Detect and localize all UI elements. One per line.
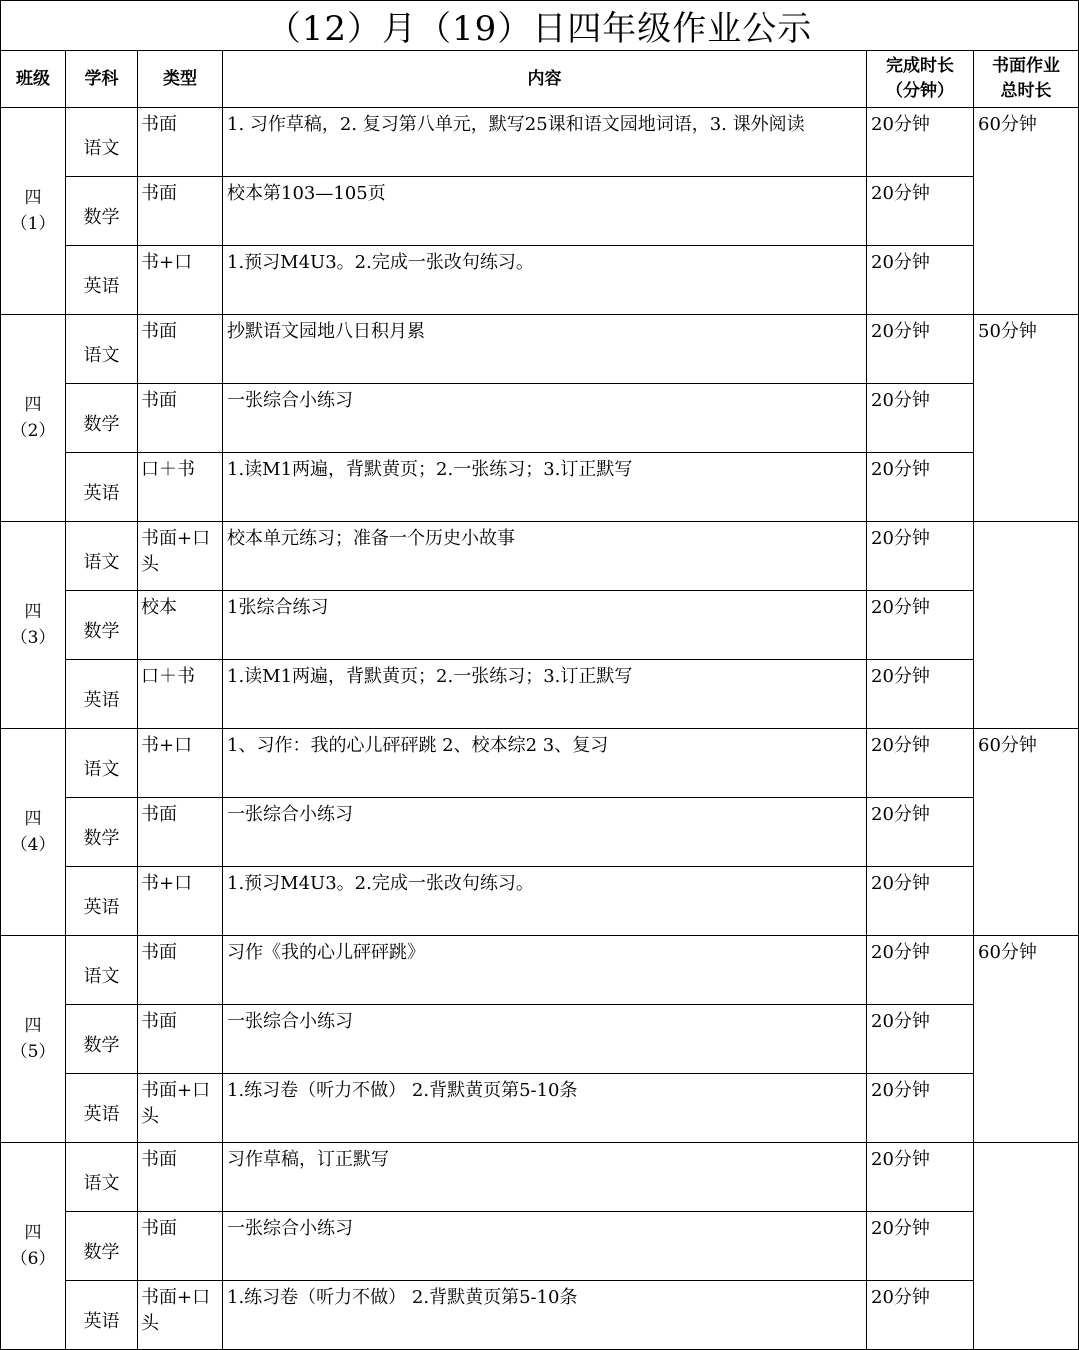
class-grade: 四 [24,1016,42,1036]
type-cell: 书面 [138,315,223,384]
class-grade: 四 [24,809,42,829]
table-row [1,1074,1079,1143]
header-content: 内容 [223,51,867,108]
table-row [1,798,1079,867]
subject-cell: 数学 [66,384,138,453]
content-cell: 习作草稿，订正默写 [223,1143,867,1212]
content-cell: 1.读M1两遍，背默黄页；2.一张练习；3.订正默写 [223,660,867,729]
type-cell: 书+口 [138,729,223,798]
table-row [1,591,1079,660]
class-grade: 四 [24,1223,42,1243]
header-duration [867,51,974,108]
class-cell [1,729,66,936]
content-cell: 1. 习作草稿，2. 复习第八单元，默写25课和语文园地词语，3. 课外阅读 [223,108,867,177]
duration-cell: 20分钟 [867,384,974,453]
table-row [1,315,1079,384]
header-total-line2: 总时长 [1000,81,1052,101]
subject-cell: 数学 [66,798,138,867]
type-cell: 书面 [138,936,223,1005]
type-cell: 书面+口头 [138,1074,223,1143]
table-row [1,1281,1079,1350]
class-grade: 四 [24,602,42,622]
class-grade: 四 [24,188,42,208]
type-cell: 口＋书 [138,660,223,729]
type-cell: 口＋书 [138,453,223,522]
subject-cell: 语文 [66,522,138,591]
class-cell [1,108,66,315]
class-number: （6） [10,1249,56,1269]
content-cell: 1.练习卷（听力不做） 2.背默黄页第5-10条 [223,1281,867,1350]
type-cell: 书面 [138,1212,223,1281]
header-duration-line1: 完成时长 [886,56,954,76]
content-cell: 校本第103—105页 [223,177,867,246]
subject-cell: 数学 [66,1212,138,1281]
type-cell: 书面+口头 [138,522,223,591]
header-type: 类型 [138,51,223,108]
class-cell [1,315,66,522]
duration-cell: 20分钟 [867,1005,974,1074]
page-title: （12）月（19）日四年级作业公示 [1,1,1079,51]
table-row [1,246,1079,315]
content-cell: 1.预习M4U3。2.完成一张改句练习。 [223,246,867,315]
total-duration-cell: 60分钟 [974,729,1079,936]
content-cell: 抄默语文园地八日积月累 [223,315,867,384]
duration-cell: 20分钟 [867,660,974,729]
type-cell: 书+口 [138,246,223,315]
subject-cell: 语文 [66,315,138,384]
subject-cell: 英语 [66,1281,138,1350]
subject-cell: 数学 [66,177,138,246]
table-row [1,867,1079,936]
subject-cell: 数学 [66,1005,138,1074]
subject-cell: 语文 [66,108,138,177]
subject-cell: 英语 [66,660,138,729]
duration-cell: 20分钟 [867,177,974,246]
type-cell: 书面 [138,798,223,867]
class-number: （1） [10,214,56,234]
subject-cell: 数学 [66,591,138,660]
duration-cell: 20分钟 [867,729,974,798]
type-cell: 书面+口头 [138,1281,223,1350]
duration-cell: 20分钟 [867,1143,974,1212]
content-cell: 习作《我的心儿砰砰跳》 [223,936,867,1005]
table-row [1,729,1079,798]
subject-cell: 英语 [66,246,138,315]
duration-cell: 20分钟 [867,315,974,384]
table-row [1,1005,1079,1074]
header-subject: 学科 [66,51,138,108]
class-number: （3） [10,628,56,648]
class-number: （4） [10,835,56,855]
content-cell: 1张综合练习 [223,591,867,660]
type-cell: 书面 [138,177,223,246]
subject-cell: 语文 [66,1143,138,1212]
type-cell: 书面 [138,1143,223,1212]
class-cell [1,522,66,729]
header-class: 班级 [1,51,66,108]
total-duration-cell: 60分钟 [974,936,1079,1143]
total-duration-cell: 60分钟 [974,108,1079,315]
header-duration-line2: （分钟） [886,81,954,101]
duration-cell: 20分钟 [867,108,974,177]
table-row [1,1143,1079,1212]
duration-cell: 20分钟 [867,1281,974,1350]
table-row [1,453,1079,522]
class-cell [1,1143,66,1350]
total-duration-cell [974,522,1079,729]
header-total-line1: 书面作业 [992,56,1061,76]
subject-cell: 英语 [66,867,138,936]
class-number: （2） [10,421,56,441]
duration-cell: 20分钟 [867,798,974,867]
table-row [1,177,1079,246]
duration-cell: 20分钟 [867,591,974,660]
content-cell: 校本单元练习；准备一个历史小故事 [223,522,867,591]
table-body [1,108,1079,1350]
content-cell: 1.预习M4U3。2.完成一张改句练习。 [223,867,867,936]
type-cell: 书面 [138,108,223,177]
class-cell [1,936,66,1143]
type-cell: 书+口 [138,867,223,936]
table-row [1,522,1079,591]
duration-cell: 20分钟 [867,246,974,315]
content-cell: 1.练习卷（听力不做） 2.背默黄页第5-10条 [223,1074,867,1143]
subject-cell: 语文 [66,936,138,1005]
duration-cell: 20分钟 [867,453,974,522]
duration-cell: 20分钟 [867,522,974,591]
table-row [1,384,1079,453]
duration-cell: 20分钟 [867,1212,974,1281]
subject-cell: 英语 [66,1074,138,1143]
table-row [1,1212,1079,1281]
header-row [1,51,1079,108]
duration-cell: 20分钟 [867,936,974,1005]
duration-cell: 20分钟 [867,1074,974,1143]
table-row [1,660,1079,729]
class-grade: 四 [24,395,42,415]
content-cell: 一张综合小练习 [223,384,867,453]
type-cell: 校本 [138,591,223,660]
content-cell: 1、习作：我的心儿砰砰跳 2、校本综2 3、复习 [223,729,867,798]
class-number: （5） [10,1042,56,1062]
subject-cell: 语文 [66,729,138,798]
content-cell: 一张综合小练习 [223,798,867,867]
duration-cell: 20分钟 [867,867,974,936]
total-duration-cell: 50分钟 [974,315,1079,522]
table-row [1,108,1079,177]
type-cell: 书面 [138,384,223,453]
total-duration-cell [974,1143,1079,1350]
header-total [974,51,1079,108]
content-cell: 一张综合小练习 [223,1005,867,1074]
type-cell: 书面 [138,1005,223,1074]
subject-cell: 英语 [66,453,138,522]
table-row [1,936,1079,1005]
content-cell: 一张综合小练习 [223,1212,867,1281]
content-cell: 1.读M1两遍，背默黄页；2.一张练习；3.订正默写 [223,453,867,522]
